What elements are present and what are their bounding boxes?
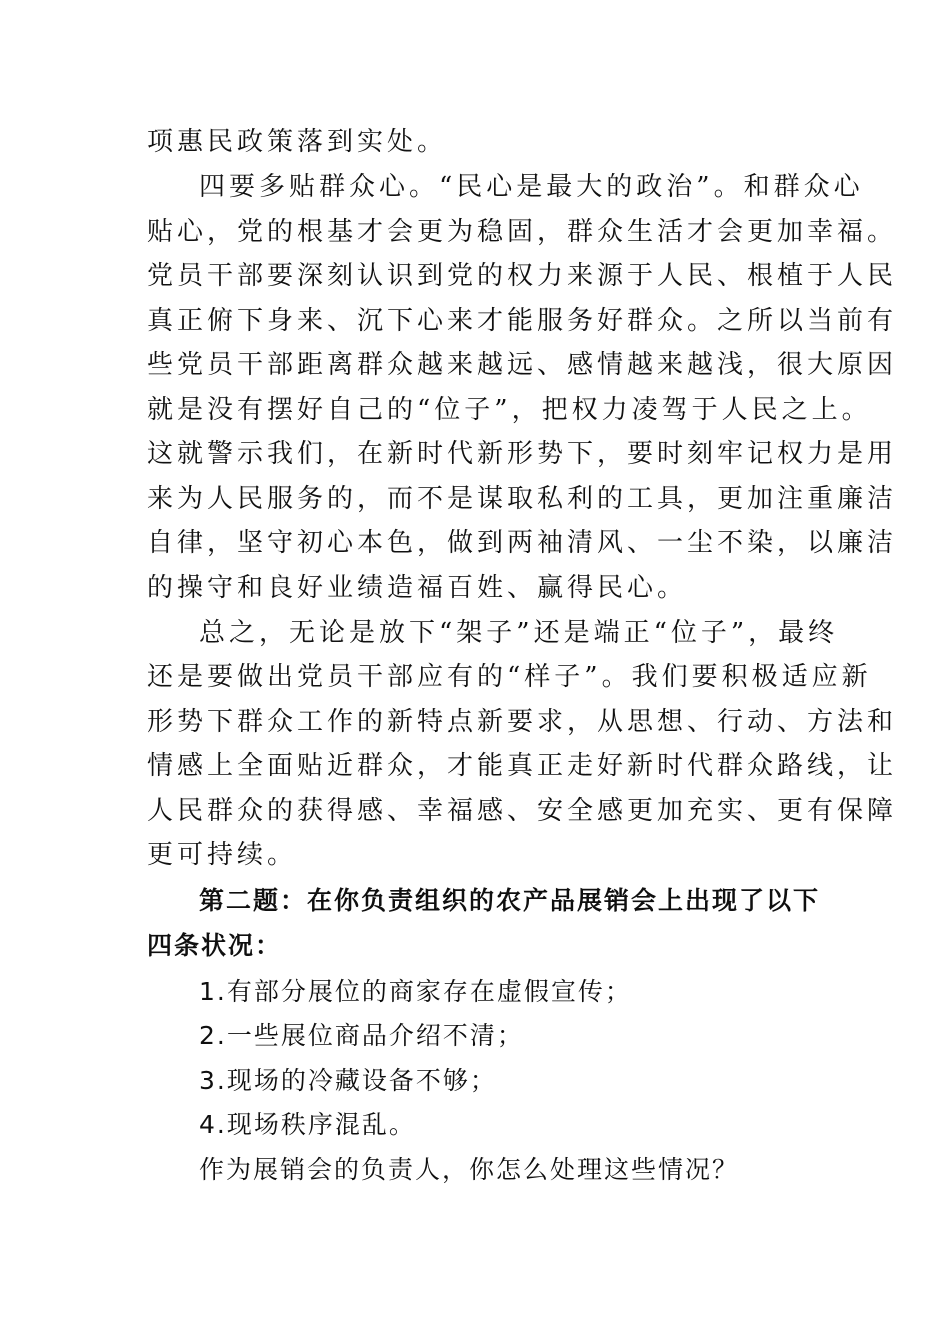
- paragraph-line: 党员干部要深刻认识到党的权力来源于人民、根植于人民: [147, 261, 898, 291]
- paragraph-line: 人民群众的获得感、幸福感、安全感更加充实、更有保障: [147, 796, 898, 826]
- paragraph-line: 的操守和良好业绩造福百姓、赢得民心。: [147, 573, 688, 603]
- question-heading: 第二题：在你负责组织的农产品展销会上出现了以下: [199, 886, 821, 915]
- paragraph-line: 形势下群众工作的新特点新要求，从思想、行动、方法和: [147, 707, 898, 737]
- paragraph-line: 些党员干部距离群众越来越远、感情越来越浅，很大原因: [147, 350, 898, 380]
- paragraph-line: 真正俯下身来、沉下心来才能服务好群众。之所以当前有: [147, 306, 898, 336]
- list-item: 3.现场的冷藏设备不够；: [199, 1066, 497, 1095]
- paragraph-line: 还是要做出党员干部应有的“样子”。我们要积极适应新: [147, 662, 872, 692]
- paragraph-line: 来为人民服务的，而不是谋取私利的工具，更加注重廉洁: [147, 484, 898, 514]
- paragraph-line: 这就警示我们，在新时代新形势下，要时刻牢记权力是用: [147, 439, 898, 469]
- list-item: 1.有部分展位的商家存在虚假宣传；: [199, 977, 632, 1006]
- paragraph-line: 贴心，党的根基才会更为稳固，群众生活才会更加幸福。: [147, 217, 898, 247]
- paragraph-line: 自律，坚守初心本色，做到两袖清风、一尘不染，以廉洁: [147, 528, 898, 558]
- paragraph-line: 总之，无论是放下“架子”还是端正“位子”，最终: [199, 618, 839, 648]
- list-item: 4.现场秩序混乱。: [199, 1110, 416, 1139]
- paragraph-line: 更可持续。: [147, 840, 298, 870]
- paragraph-line: 四要多贴群众心。“民心是最大的政治”。和群众心: [199, 172, 864, 202]
- paragraph-line: 项惠民政策落到实处。: [147, 127, 448, 157]
- question-prompt: 作为展销会的负责人，你怎么处理这些情况？: [199, 1155, 740, 1184]
- paragraph-line: 就是没有摆好自己的“位子”，把权力凌驾于人民之上。: [147, 395, 872, 425]
- paragraph-line: 情感上全面贴近群众，才能真正走好新时代群众路线，让: [147, 751, 898, 781]
- list-item: 2.一些展位商品介绍不清；: [199, 1021, 524, 1050]
- question-heading: 四条状况：: [147, 931, 283, 960]
